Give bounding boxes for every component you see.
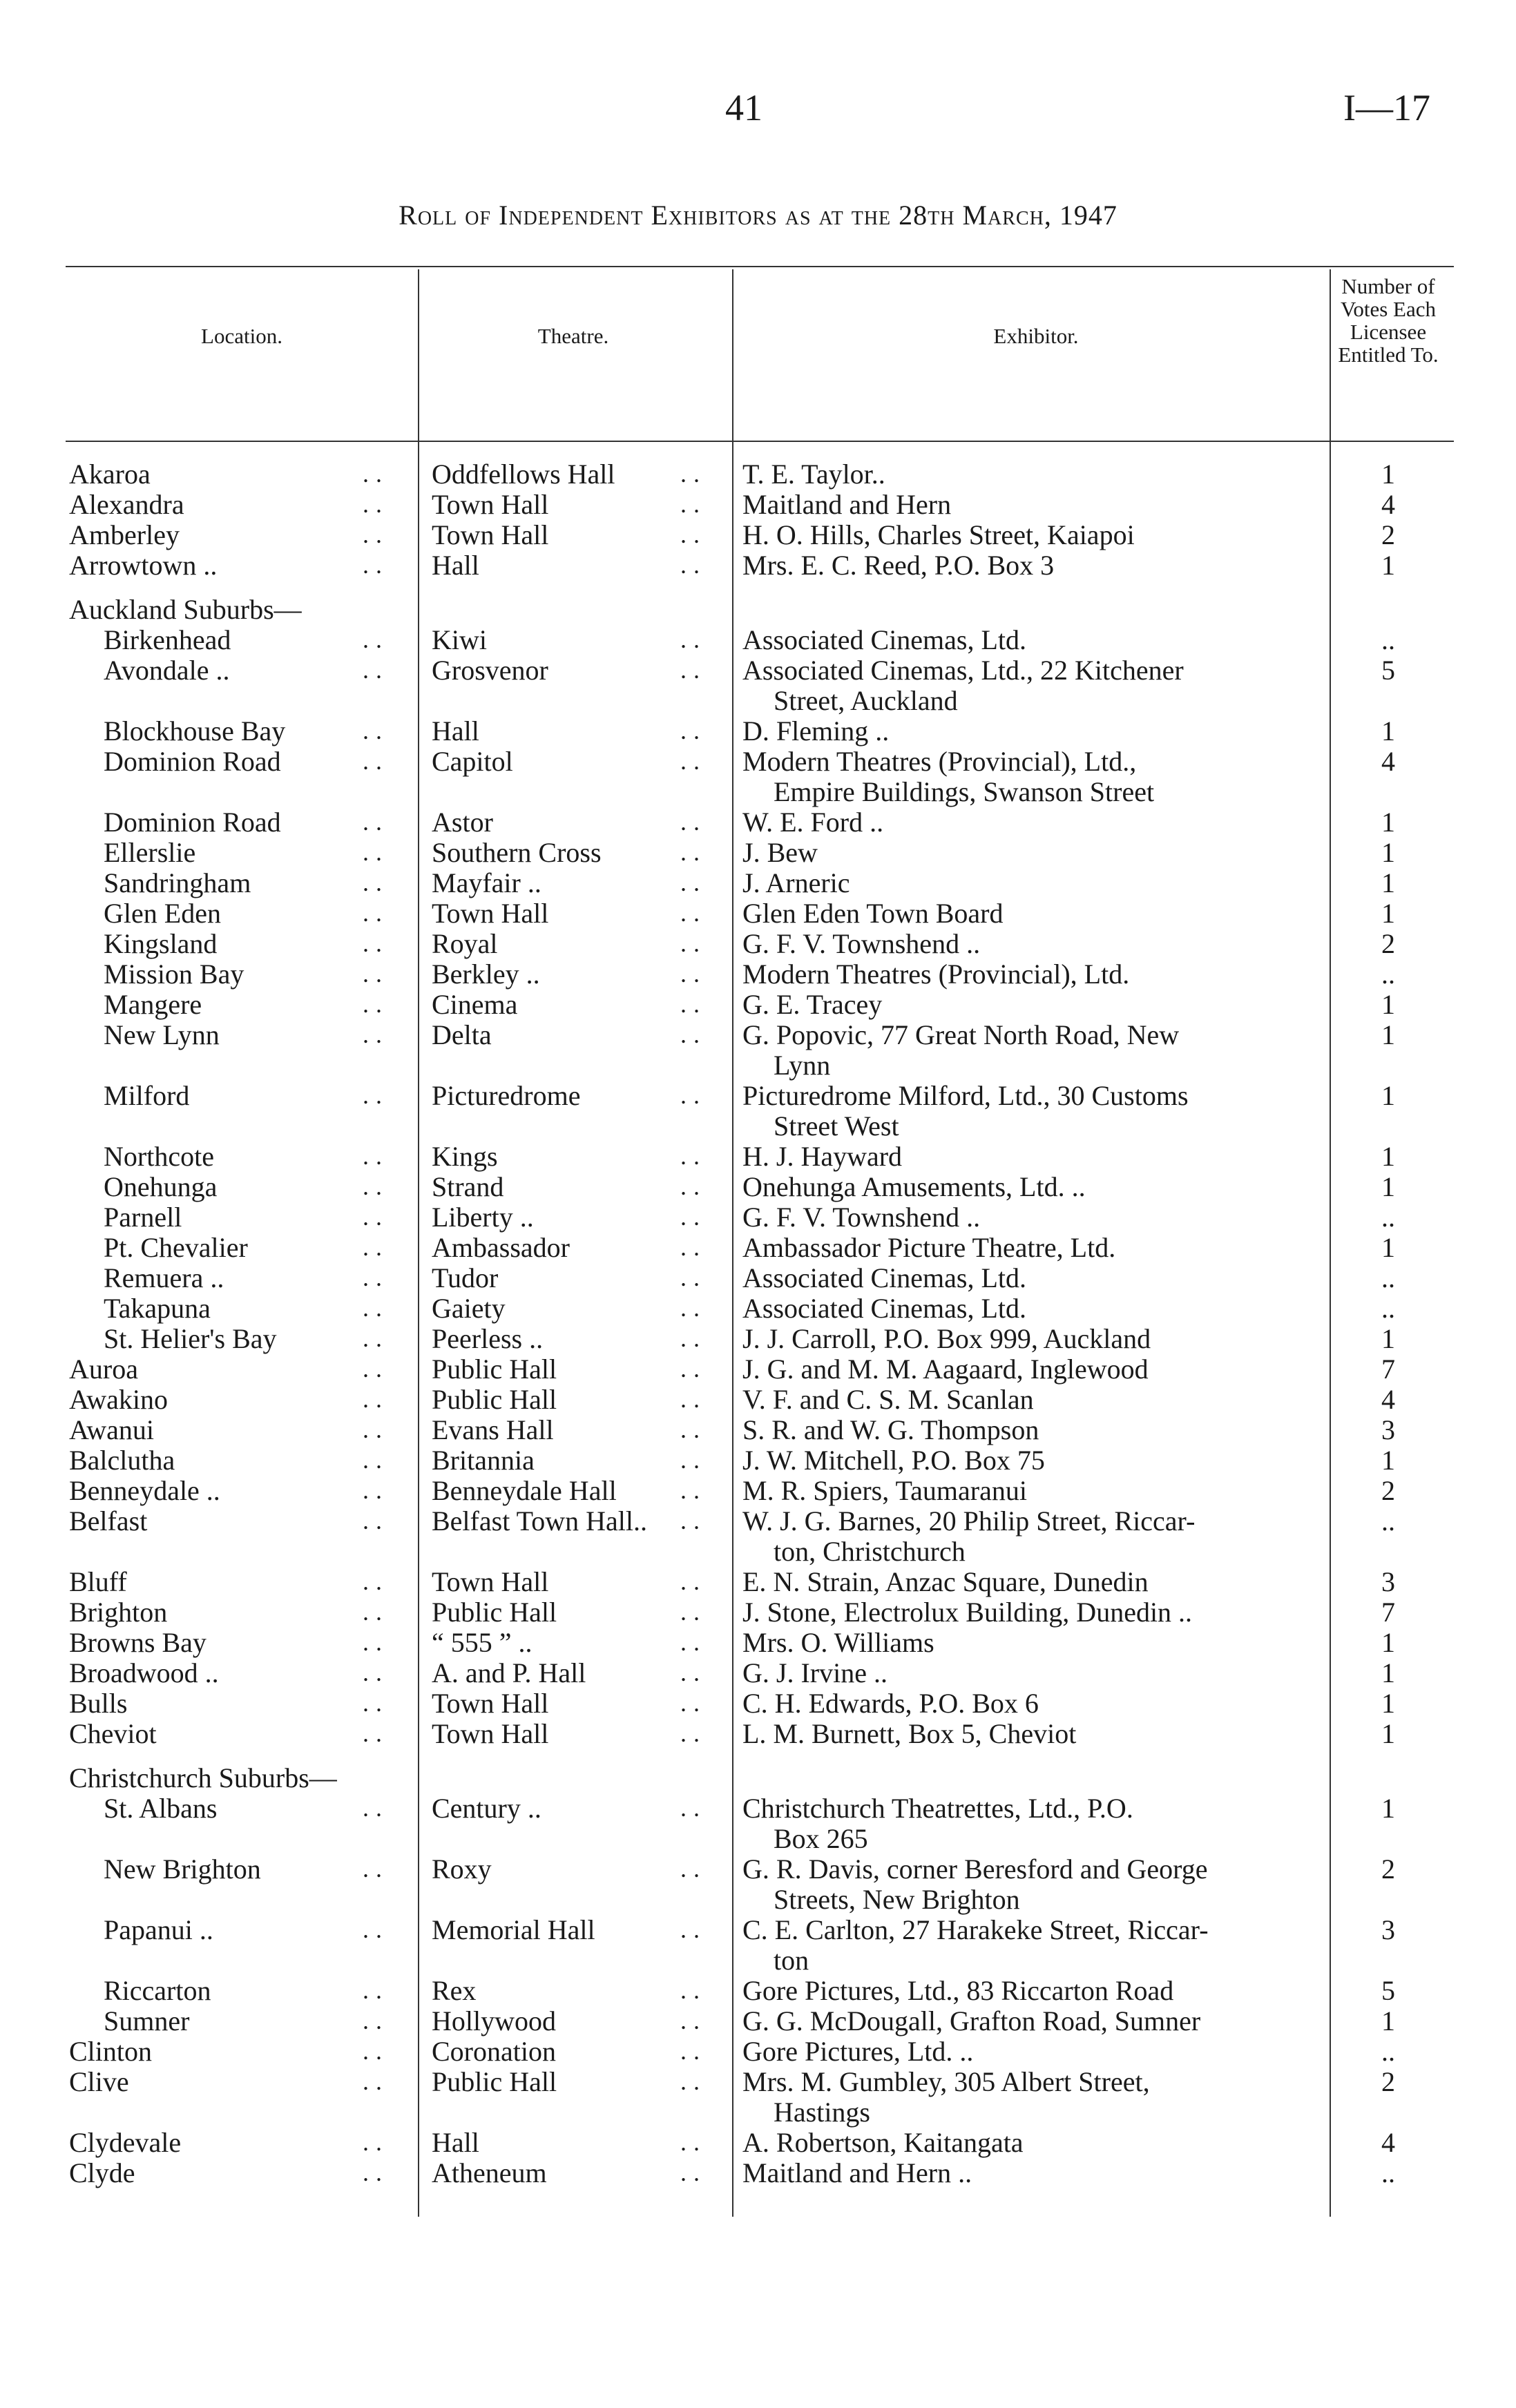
location-cell: Akaroa (69, 459, 151, 490)
location-cell: Papanui .. (104, 1914, 213, 1945)
exhibitor-cell-cont: ton, Christchurch (774, 1536, 966, 1567)
exhibitor-cell: Maitland and Hern (742, 489, 952, 520)
exhibitor-cell: Mrs. O. Williams (742, 1627, 934, 1658)
votes-cell: .. (1381, 2036, 1395, 2067)
location-cell: Remuera .. (104, 1262, 224, 1293)
leader-dots: .. (680, 1233, 707, 1261)
theatre-cell: Hall (432, 715, 479, 747)
location-cell: Birkenhead (104, 624, 231, 655)
exhibitor-cell: J. J. Carroll, P.O. Box 999, Auckland (742, 1323, 1151, 1354)
leader-dots: .. (680, 1720, 707, 1747)
theatre-cell: Mayfair .. (432, 867, 541, 898)
leader-dots: .. (363, 1446, 389, 1474)
exhibitor-cell: M. R. Spiers, Taumaranui (742, 1475, 1027, 1506)
votes-cell: .. (1381, 624, 1395, 655)
exhibitor-cell: Associated Cinemas, Ltd. (742, 1262, 1027, 1293)
leader-dots: .. (680, 899, 707, 927)
theatre-cell: Ambassador (432, 1232, 570, 1263)
leader-dots: .. (363, 1794, 389, 1822)
location-cell: Bluff (69, 1566, 127, 1597)
leader-dots: .. (680, 490, 707, 518)
theatre-cell: Tudor (432, 1262, 499, 1293)
votes-cell: 1 (1381, 898, 1395, 929)
votes-cell: 7 (1381, 1354, 1395, 1385)
theatre-cell: Public Hall (432, 1354, 557, 1385)
location-cell: Onehunga (104, 1171, 218, 1202)
location-cell: Cheviot (69, 1718, 157, 1749)
theatre-cell: Strand (432, 1171, 504, 1202)
votes-cell: .. (1381, 2157, 1395, 2188)
exhibitor-cell: Picturedrome Milford, Ltd., 30 Customs (742, 1080, 1189, 1111)
leader-dots: .. (680, 626, 707, 653)
location-cell: Benneydale .. (69, 1475, 220, 1506)
theatre-cell: Town Hall (432, 1688, 549, 1719)
location-cell: Parnell (104, 1202, 182, 1233)
leader-dots: .. (680, 1916, 707, 1943)
theatre-cell: Atheneum (432, 2157, 547, 2188)
location-cell: Milford (104, 1080, 190, 1111)
leader-dots: .. (680, 990, 707, 1018)
location-cell: Northcote (104, 1141, 214, 1172)
theatre-cell: Town Hall (432, 1718, 549, 1749)
exhibitor-cell: Christchurch Theatrettes, Ltd., P.O. (742, 1793, 1133, 1824)
location-cell: Dominion Road (104, 746, 281, 777)
votes-cell: 4 (1381, 1384, 1395, 1415)
exhibitor-cell-cont: ton (774, 1945, 809, 1976)
leader-dots: .. (680, 1568, 707, 1595)
leader-dots: .. (680, 521, 707, 548)
theatre-cell: Town Hall (432, 489, 549, 520)
leader-dots: .. (680, 1976, 707, 2004)
exhibitor-cell: Gore Pictures, Ltd. .. (742, 2036, 974, 2067)
leader-dots: .. (363, 1173, 389, 1200)
votes-cell: 4 (1381, 489, 1395, 520)
exhibitor-cell-cont: Empire Buildings, Swanson Street (774, 776, 1155, 807)
theatre-cell: Public Hall (432, 2066, 557, 2097)
leader-dots: .. (363, 747, 389, 775)
theatre-cell: Oddfellows Hall (432, 459, 615, 490)
location-cell: Clive (69, 2066, 129, 2097)
theatre-cell: Berkley .. (432, 959, 540, 990)
theatre-cell: Century .. (432, 1793, 541, 1824)
location-cell: Ellerslie (104, 837, 196, 868)
leader-dots: .. (363, 1976, 389, 2004)
votes-cell: 2 (1381, 928, 1395, 959)
leader-dots: .. (680, 1416, 707, 1443)
theatre-cell: Cinema (432, 989, 518, 1020)
votes-cell: 1 (1381, 1627, 1395, 1658)
exhibitor-cell: G. E. Tracey (742, 989, 883, 1020)
location-cell: Dominion Road (104, 807, 281, 838)
exhibitor-cell: G. Popovic, 77 Great North Road, New (742, 1019, 1180, 1050)
leader-dots: .. (680, 2037, 707, 2065)
header-location: Location. (201, 324, 282, 348)
location-cell: Pt. Chevalier (104, 1232, 248, 1263)
exhibitor-cell: Associated Cinemas, Ltd., 22 Kitchener (742, 655, 1184, 686)
theatre-cell: Liberty .. (432, 1202, 534, 1233)
leader-dots: .. (363, 808, 389, 836)
votes-cell: 3 (1381, 1566, 1395, 1597)
votes-cell: 2 (1381, 1475, 1395, 1506)
exhibitor-cell-cont: Streets, New Brighton (774, 1884, 1020, 1915)
exhibitor-cell: H. O. Hills, Charles Street, Kaiapoi (742, 519, 1135, 550)
document-id: I—17 (1343, 87, 1430, 128)
leader-dots: .. (680, 930, 707, 957)
leader-dots: .. (363, 1294, 389, 1322)
leader-dots: .. (363, 1507, 389, 1534)
leader-dots: .. (680, 1081, 707, 1109)
theatre-cell: Belfast Town Hall.. (432, 1505, 647, 1537)
leader-dots: .. (363, 1916, 389, 1943)
exhibitor-cell: Gore Pictures, Ltd., 83 Riccarton Road (742, 1975, 1174, 2006)
votes-cell: 3 (1381, 1414, 1395, 1445)
votes-cell: 4 (1381, 746, 1395, 777)
votes-cell: 1 (1381, 2005, 1395, 2036)
leader-dots: .. (680, 717, 707, 744)
votes-cell: 1 (1381, 1019, 1395, 1050)
leader-dots: .. (363, 1355, 389, 1383)
exhibitor-cell: J. Arneric (742, 867, 850, 898)
leader-dots: .. (680, 1203, 707, 1231)
exhibitor-cell: J. G. and M. M. Aagaard, Inglewood (742, 1354, 1149, 1385)
page-number: 41 (725, 87, 762, 128)
votes-cell: 5 (1381, 655, 1395, 686)
theatre-cell: Town Hall (432, 519, 549, 550)
leader-dots: .. (680, 1142, 707, 1170)
theatre-cell: Hollywood (432, 2005, 556, 2036)
votes-cell: 4 (1381, 2127, 1395, 2158)
location-cell: St. Albans (104, 1793, 218, 1824)
location-cell: Brighton (69, 1597, 168, 1628)
location-cell: Bulls (69, 1688, 128, 1719)
exhibitor-cell: G. F. V. Townshend .. (742, 1202, 981, 1233)
leader-dots: .. (680, 1325, 707, 1352)
leader-dots: .. (680, 551, 707, 579)
leader-dots: .. (680, 1476, 707, 1504)
leader-dots: .. (680, 1794, 707, 1822)
theatre-cell: Southern Cross (432, 837, 602, 868)
theatre-cell: Public Hall (432, 1384, 557, 1415)
theatre-cell: Delta (432, 1019, 492, 1050)
exhibitor-cell-cont: Hastings (774, 2097, 870, 2128)
theatre-cell: Roxy (432, 1853, 492, 1885)
theatre-cell: Royal (432, 928, 498, 959)
leader-dots: .. (363, 460, 389, 488)
location-cell: Browns Bay (69, 1627, 207, 1658)
exhibitor-cell: S. R. and W. G. Thompson (742, 1414, 1039, 1445)
location-cell: St. Helier's Bay (104, 1323, 277, 1354)
location-cell: Sandringham (104, 867, 251, 898)
votes-cell: .. (1381, 1262, 1395, 1293)
leader-dots: .. (680, 1659, 707, 1686)
exhibitor-cell: H. J. Hayward (742, 1141, 903, 1172)
theatre-cell: Hall (432, 2127, 479, 2158)
location-cell: Takapuna (104, 1293, 211, 1324)
leader-dots: .. (680, 1446, 707, 1474)
leader-dots: .. (680, 1689, 707, 1717)
exhibitor-cell: J. W. Mitchell, P.O. Box 75 (742, 1445, 1045, 1476)
location-cell: New Lynn (104, 1019, 220, 1050)
leader-dots: .. (363, 1021, 389, 1048)
leader-dots: .. (363, 1203, 389, 1231)
theatre-cell: Britannia (432, 1445, 535, 1476)
leader-dots: .. (363, 1416, 389, 1443)
location-cell: New Brighton (104, 1853, 261, 1885)
leader-dots: .. (363, 2007, 389, 2034)
exhibitor-cell: Glen Eden Town Board (742, 898, 1004, 929)
location-cell: Christchurch Suburbs— (69, 1762, 337, 1793)
exhibitor-cell: G. R. Davis, corner Beresford and George (742, 1853, 1208, 1885)
votes-cell: .. (1381, 1505, 1395, 1537)
leader-dots: .. (363, 1628, 389, 1656)
leader-dots: .. (363, 1855, 389, 1882)
leader-dots: .. (363, 1689, 389, 1717)
theatre-cell: “ 555 ” .. (432, 1627, 532, 1658)
leader-dots: .. (363, 960, 389, 988)
votes-cell: .. (1381, 1293, 1395, 1324)
header-theatre: Theatre. (537, 324, 609, 348)
exhibitor-cell: Associated Cinemas, Ltd. (742, 1293, 1027, 1324)
exhibitor-cell: Maitland and Hern .. (742, 2157, 972, 2188)
exhibitor-cell: V. F. and C. S. M. Scanlan (742, 1384, 1034, 1415)
votes-cell: 2 (1381, 2066, 1395, 2097)
leader-dots: .. (363, 2037, 389, 2065)
theatre-cell: A. and P. Hall (432, 1657, 586, 1688)
location-cell: Clinton (69, 2036, 153, 2067)
leader-dots: .. (363, 521, 389, 548)
votes-cell: .. (1381, 1202, 1395, 1233)
leader-dots: .. (680, 1507, 707, 1534)
votes-cell: 1 (1381, 837, 1395, 868)
leader-dots: .. (680, 1173, 707, 1200)
leader-dots: .. (680, 656, 707, 684)
leader-dots: .. (363, 838, 389, 866)
leader-dots: .. (680, 460, 707, 488)
exhibitor-cell: Associated Cinemas, Ltd. (742, 624, 1027, 655)
exhibitor-cell: Ambassador Picture Theatre, Ltd. (742, 1232, 1116, 1263)
location-cell: Mangere (104, 989, 202, 1020)
exhibitor-cell: G. G. McDougall, Grafton Road, Sumner (742, 2005, 1201, 2036)
votes-cell: 1 (1381, 867, 1395, 898)
exhibitor-cell: Mrs. E. C. Reed, P.O. Box 3 (742, 550, 1055, 581)
leader-dots: .. (363, 717, 389, 744)
location-cell: Belfast (69, 1505, 148, 1537)
votes-cell: 1 (1381, 715, 1395, 747)
leader-dots: .. (680, 1264, 707, 1291)
exhibitor-cell: Mrs. M. Gumbley, 305 Albert Street, (742, 2066, 1150, 2097)
theatre-cell: Public Hall (432, 1597, 557, 1628)
exhibitor-cell-cont: Lynn (774, 1050, 831, 1081)
leader-dots: .. (680, 1355, 707, 1383)
votes-cell: 1 (1381, 807, 1395, 838)
leader-dots: .. (363, 2068, 389, 2095)
theatre-cell: Grosvenor (432, 655, 548, 686)
location-cell: Riccarton (104, 1975, 211, 2006)
votes-cell: 7 (1381, 1597, 1395, 1628)
leader-dots: .. (363, 1264, 389, 1291)
leader-dots: .. (363, 551, 389, 579)
leader-dots: .. (680, 808, 707, 836)
exhibitor-cell: D. Fleming .. (742, 715, 890, 747)
leader-dots: .. (363, 1325, 389, 1352)
leader-dots: .. (363, 869, 389, 896)
votes-cell: 2 (1381, 1853, 1395, 1885)
theatre-cell: Capitol (432, 746, 513, 777)
theatre-cell: Benneydale Hall (432, 1475, 617, 1506)
exhibitor-cell: C. E. Carlton, 27 Harakeke Street, Riccar- (742, 1914, 1209, 1945)
theatre-cell: Memorial Hall (432, 1914, 595, 1945)
theatre-cell: Astor (432, 807, 493, 838)
exhibitor-cell-cont: Street West (774, 1110, 899, 1142)
location-cell: Broadwood .. (69, 1657, 219, 1688)
leader-dots: .. (363, 490, 389, 518)
leader-dots: .. (680, 869, 707, 896)
leader-dots: .. (680, 960, 707, 988)
location-cell: Auroa (69, 1354, 138, 1385)
leader-dots: .. (680, 1855, 707, 1882)
theatre-cell: Coronation (432, 2036, 556, 2067)
exhibitor-cell: C. H. Edwards, P.O. Box 6 (742, 1688, 1039, 1719)
exhibitor-cell: A. Robertson, Kaitangata (742, 2127, 1024, 2158)
votes-cell: 1 (1381, 1141, 1395, 1172)
location-cell: Glen Eden (104, 898, 221, 929)
votes-cell: 1 (1381, 1718, 1395, 1749)
votes-cell: 1 (1381, 1445, 1395, 1476)
header-exhibitor: Exhibitor. (993, 324, 1079, 348)
leader-dots: .. (680, 1598, 707, 1626)
exhibitor-cell: Modern Theatres (Provincial), Ltd. (742, 959, 1130, 990)
leader-dots: .. (680, 2159, 707, 2186)
location-cell: Avondale .. (104, 655, 230, 686)
leader-dots: .. (363, 1142, 389, 1170)
theatre-cell: Peerless .. (432, 1323, 544, 1354)
leader-dots: .. (363, 1568, 389, 1595)
exhibitor-cell: W. E. Ford .. (742, 807, 884, 838)
votes-cell: 1 (1381, 550, 1395, 581)
leader-dots: .. (363, 2128, 389, 2156)
header-votes: Number of Votes Each Licensee Entitled To. (1338, 274, 1439, 367)
location-cell: Blockhouse Bay (104, 715, 286, 747)
exhibitor-cell: J. Stone, Electrolux Building, Dunedin .. (742, 1597, 1193, 1628)
theatre-cell: Kiwi (432, 624, 487, 655)
theatre-cell: Picturedrome (432, 1080, 581, 1111)
location-cell: Auckland Suburbs— (69, 594, 302, 625)
document-title: Roll of Independent Exhibitors as at the 28th March, 1947 (399, 200, 1117, 231)
leader-dots: .. (680, 2007, 707, 2034)
exhibitor-cell: G. F. V. Townshend .. (742, 928, 981, 959)
leader-dots: .. (363, 2159, 389, 2186)
theatre-cell: Hall (432, 550, 479, 581)
leader-dots: .. (363, 626, 389, 653)
leader-dots: .. (363, 930, 389, 957)
exhibitor-cell-cont: Street, Auckland (774, 685, 958, 716)
location-cell: Amberley (69, 519, 180, 550)
exhibitor-cell: W. J. G. Barnes, 20 Philip Street, Riccar- (742, 1505, 1196, 1537)
location-cell: Alexandra (69, 489, 184, 520)
leader-dots: .. (680, 2128, 707, 2156)
theatre-cell: Evans Hall (432, 1414, 554, 1445)
leader-dots: .. (363, 990, 389, 1018)
votes-cell: 1 (1381, 1080, 1395, 1111)
location-cell: Clydevale (69, 2127, 182, 2158)
leader-dots: .. (363, 656, 389, 684)
theatre-cell: Kings (432, 1141, 498, 1172)
leader-dots: .. (680, 838, 707, 866)
theatre-cell: Town Hall (432, 898, 549, 929)
exhibitor-cell: Onehunga Amusements, Ltd. .. (742, 1171, 1086, 1202)
exhibitor-cell: J. Bew (742, 837, 818, 868)
leader-dots: .. (363, 899, 389, 927)
leader-dots: .. (680, 1021, 707, 1048)
theatre-cell: Rex (432, 1975, 477, 2006)
leader-dots: .. (363, 1081, 389, 1109)
leader-dots: .. (363, 1720, 389, 1747)
location-cell: Awakino (69, 1384, 168, 1415)
exhibitor-cell: E. N. Strain, Anzac Square, Dunedin (742, 1566, 1149, 1597)
exhibitor-cell: T. E. Taylor.. (742, 459, 885, 490)
location-cell: Sumner (104, 2005, 190, 2036)
location-cell: Kingsland (104, 928, 218, 959)
leader-dots: .. (680, 747, 707, 775)
votes-cell: 1 (1381, 1657, 1395, 1688)
location-cell: Balclutha (69, 1445, 175, 1476)
votes-cell: 5 (1381, 1975, 1395, 2006)
theatre-cell: Gaiety (432, 1293, 506, 1324)
leader-dots: .. (363, 1659, 389, 1686)
exhibitor-cell: L. M. Burnett, Box 5, Cheviot (742, 1718, 1077, 1749)
location-cell: Mission Bay (104, 959, 244, 990)
location-cell: Clyde (69, 2157, 135, 2188)
votes-cell: 1 (1381, 989, 1395, 1020)
leader-dots: .. (363, 1598, 389, 1626)
leader-dots: .. (680, 2068, 707, 2095)
leader-dots: .. (363, 1385, 389, 1413)
exhibitor-cell: Modern Theatres (Provincial), Ltd., (742, 746, 1137, 777)
votes-cell: .. (1381, 959, 1395, 990)
theatre-cell: Town Hall (432, 1566, 549, 1597)
location-cell: Awanui (69, 1414, 154, 1445)
votes-cell: 1 (1381, 1323, 1395, 1354)
leader-dots: .. (363, 1476, 389, 1504)
exhibitor-cell-cont: Box 265 (774, 1823, 868, 1854)
votes-cell: 1 (1381, 1688, 1395, 1719)
exhibitor-cell: G. J. Irvine .. (742, 1657, 887, 1688)
votes-cell: 1 (1381, 459, 1395, 490)
votes-cell: 1 (1381, 1793, 1395, 1824)
leader-dots: .. (363, 1233, 389, 1261)
votes-cell: 2 (1381, 519, 1395, 550)
leader-dots: .. (680, 1294, 707, 1322)
leader-dots: .. (680, 1385, 707, 1413)
votes-cell: 1 (1381, 1232, 1395, 1263)
location-cell: Arrowtown .. (69, 550, 218, 581)
leader-dots: .. (680, 1628, 707, 1656)
votes-cell: 3 (1381, 1914, 1395, 1945)
votes-cell: 1 (1381, 1171, 1395, 1202)
